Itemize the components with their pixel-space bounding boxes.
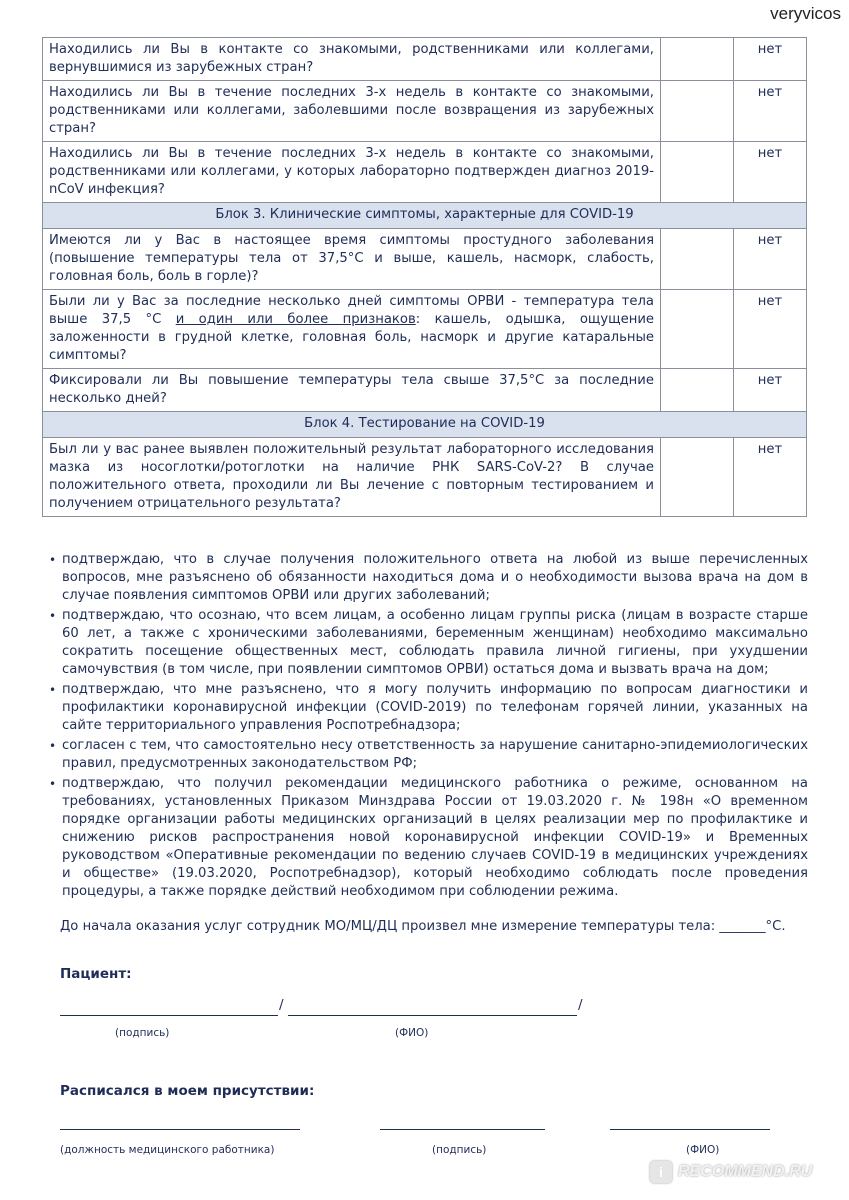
answer-no-cell[interactable]: нет [734, 438, 807, 517]
patient-signature-caption: (подпись) [115, 1027, 170, 1039]
question-row [43, 229, 807, 290]
confirmation-list [42, 551, 808, 903]
question-text-part: : кашель, одышка, ощущение заложенности в грудной клетке, головная боль, насморк и другие катаральные симптомы? [49, 312, 655, 363]
block-header-row [43, 203, 807, 229]
patient-heading: Пациент: [60, 966, 132, 982]
witness-signature-line[interactable] [380, 1129, 545, 1130]
confirmation-text: подтверждаю, что получил рекомендации медицинского работника о режиме, основанном на требованиях, установленных Приказом Минздрава России от 19.03.2020 г. № 198н «О временном порядке организации работы медицинских организаций в целях реализации мер по профилактике и снижению рисков распространения новой коронавирусной инфекции COVID-19» и Временных руководством «Оперативные рекомендации по ведению случаев COVID-19 в медицинских учреждениях и обществе» (19.03.2020, Роспотребнадзор), который необходимо соблюдать после проведения процедуры, а также порядке действий необходимом при соблюдении режима. [62, 776, 808, 899]
answer-yes-cell[interactable] [661, 438, 734, 517]
answer-yes-cell[interactable] [661, 290, 734, 369]
answer-no-cell[interactable]: нет [734, 81, 807, 142]
answer-yes-cell[interactable] [661, 38, 734, 81]
question-text: Был ли у вас ранее выявлен положительный результат лабораторного исследования мазка из носоглотки/ротоглотки на наличие РНК SARS-CoV-2? В случае положительного ответа, проходили ли Вы лечение с повторным тестированием и получением отрицательного результата? [43, 438, 661, 517]
confirmation-item [42, 775, 808, 901]
witness-fio-line[interactable] [610, 1129, 770, 1130]
question-row [43, 81, 807, 142]
bullet-icon: • [49, 739, 57, 753]
temperature-measurement-line: До начала оказания услуг сотрудник МО/МЦ/ДЦ произвел мне измерение температуры тела: _______°С. [60, 919, 786, 934]
witness-signature-caption: (подпись) [432, 1144, 487, 1156]
bullet-icon: • [49, 683, 57, 697]
question-row [43, 438, 807, 517]
question-text: Фиксировали ли Вы повышение температуры тела свыше 37,5°С за последние несколько дней? [43, 369, 661, 412]
confirmation-text: подтверждаю, что мне разъяснено, что я могу получить информацию по вопросам диагностики и профилактики коронавирусной инфекции (COVID-2019) по телефонам горячей линии, указанных на сайте территориального управления Роспотребнадзора; [62, 682, 808, 733]
answer-no-cell[interactable]: нет [734, 290, 807, 369]
answer-yes-cell[interactable] [661, 142, 734, 203]
confirmation-text: согласен с тем, что самостоятельно несу ответственность за нарушение санитарно-эпидемиологических правил, предусмотренных законодательством РФ; [62, 738, 808, 771]
irecommend-watermark-text: RECOMMEND.RU [678, 1163, 813, 1180]
block-header: Блок 4. Тестирование на COVID-19 [43, 412, 807, 438]
witness-position-line[interactable] [60, 1129, 300, 1130]
patient-slash-end: / [578, 997, 583, 1013]
answer-no-cell[interactable]: нет [734, 369, 807, 412]
question-text-underlined: и один или более признаков [175, 312, 416, 327]
bullet-icon: • [49, 553, 57, 567]
question-row [43, 38, 807, 81]
patient-fio-caption: (ФИО) [395, 1027, 429, 1039]
question-text: Находились ли Вы в течение последних 3-х недель в контакте со знакомыми, родственниками или коллегами, заболевшими после возвращения из зарубежных стран? [43, 81, 661, 142]
question-text: Находились ли Вы в течение последних 3-х недель в контакте со знакомыми, родственниками или коллегами, у которых лабораторно подтвержден диагноз 2019-nCoV инфекция? [43, 142, 661, 203]
patient-slash: / [279, 997, 284, 1013]
question-text: Имеются ли у Вас в настоящее время симптомы простудного заболевания (повышение температуры тела от 37,5°С и выше, кашель, насморк, слабость, головная боль, боль в горле)? [43, 229, 661, 290]
answer-no-cell[interactable]: нет [734, 229, 807, 290]
question-text [43, 290, 661, 369]
answer-yes-cell[interactable] [661, 229, 734, 290]
block-header-row [43, 412, 807, 438]
question-text-part: Были ли у Вас за последние несколько дней симптомы ОРВИ - температура тела выше 37,5 °С [49, 294, 654, 327]
block-header: Блок 3. Клинические симптомы, характерные для COVID-19 [43, 203, 807, 229]
answer-no-cell[interactable]: нет [734, 142, 807, 203]
bullet-icon: • [49, 609, 57, 623]
question-row [43, 290, 807, 369]
bullet-icon: • [49, 777, 57, 791]
irecommend-watermark [650, 1158, 840, 1186]
confirmation-item [42, 607, 808, 679]
answer-no-cell[interactable]: нет [734, 38, 807, 81]
question-row [43, 369, 807, 412]
question-row [43, 142, 807, 203]
confirmation-text: подтверждаю, что осознаю, что всем лицам, а особенно лицам группы риска (лицам в возрасте старше 60 лет, а также с хроническими заболеваниями, беременным женщинам) необходимо максимально сократить посещение общественных мест, соблюдать правила личной гигиены, при ухудшении самочувствия (в том числе, при появлении симптомов ОРВИ) остаться дома и вызвать врача на дом; [62, 608, 808, 677]
witness-position-caption: (должность медицинского работника) [60, 1144, 275, 1156]
questionnaire-table [42, 37, 807, 517]
confirmation-item [42, 681, 808, 735]
irecommend-logo-icon: i [650, 1161, 672, 1183]
witness-fio-caption: (ФИО) [686, 1144, 720, 1156]
confirmation-item [42, 737, 808, 773]
witness-heading: Расписался в моем присутствии: [60, 1083, 315, 1099]
answer-yes-cell[interactable] [661, 369, 734, 412]
confirmation-text: подтверждаю, что в случае получения положительного ответа на любой из выше перечисленных вопросов, мне разъяснено об обязанности находиться дома и о необходимости вызова врача на дом в случае появления симптомов ОРВИ или других заболеваний; [62, 552, 808, 603]
answer-yes-cell[interactable] [661, 81, 734, 142]
patient-signature-line[interactable] [60, 1015, 278, 1016]
watermark-site-user: veryvicos [770, 4, 841, 23]
confirmation-item [42, 551, 808, 605]
patient-fio-line[interactable] [288, 1015, 577, 1016]
question-text: Находились ли Вы в контакте со знакомыми, родственниками или коллегами, вернувшимися из зарубежных стран? [43, 38, 661, 81]
